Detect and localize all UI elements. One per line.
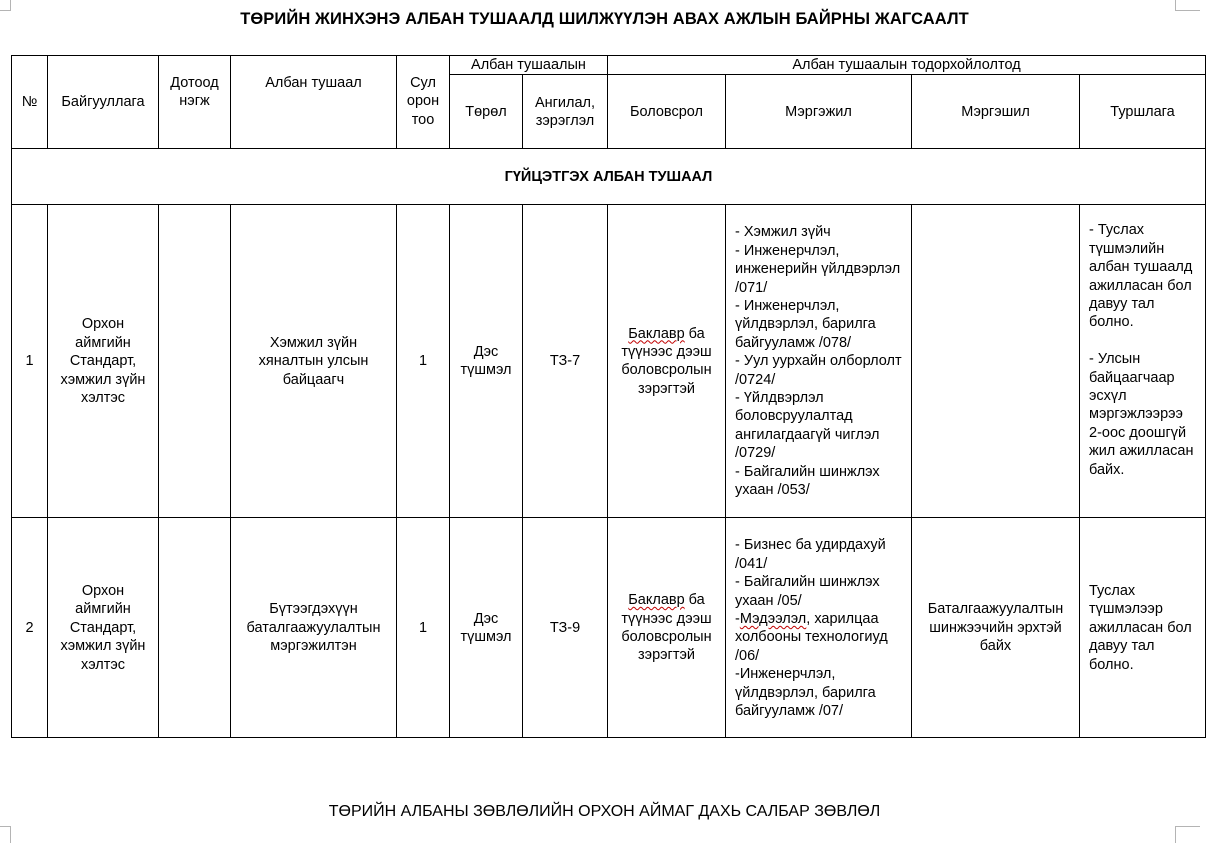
header-group-requirements: Албан тушаалын тодорхойлолтод	[608, 56, 1206, 75]
table-row	[12, 205, 1206, 518]
vacancy-table	[11, 55, 1206, 738]
header-group-position: Албан тушаалын	[450, 56, 608, 75]
row-position: Хэмжил зүйн хяналтын улсын байцаагч	[231, 205, 397, 518]
row-internal-unit	[159, 518, 231, 738]
row-education	[608, 518, 726, 738]
row-profession	[726, 518, 912, 738]
row-qualification	[912, 205, 1080, 518]
page-corner-mark-bottom-right	[1175, 826, 1200, 843]
document-title: ТӨРИЙН ЖИНХЭНЭ АЛБАН ТУШААЛД ШИЛЖҮҮЛЭН АВАХ АЖЛЫН БАЙРНЫ ЖАГСААЛТ	[240, 10, 969, 28]
profession-line: -Инженерчлэл, үйлдвэрлэл, барилга байгууламж /07/	[735, 666, 876, 720]
header-experience: Туршлага	[1080, 75, 1206, 149]
row-education	[608, 205, 726, 518]
row-type: Дэс түшмэл	[450, 205, 523, 518]
row-type: Дэс түшмэл	[450, 518, 523, 738]
row-profession: - Хэмжил зүйч - Инженерчлэл, инженерийн үйлдвэрлэл /071/ - Инженерчлэл, үйлдвэрлэл, барилга байгууламж /078/ - Уул уурхайн олборлолт /0724/ - Үйлдвэрлэл боловсруулалтад ангилагдаагүй чиглэл /0729/ - Байгалийн шинжлэх ухаан /053/	[726, 205, 912, 518]
header-profession: Мэргэжил	[726, 75, 912, 149]
profession-after: , харилцаа холбооны технологиуд /06/	[735, 611, 888, 664]
profession-line: -Мэдээлэл, харилцаа холбооны технологиуд /06/	[735, 611, 888, 664]
header-type: Төрөл	[450, 75, 523, 149]
education-degree-word: Баклавр	[628, 592, 685, 609]
header-organization: Байгууллага	[48, 56, 159, 149]
document-footer: ТӨРИЙН АЛБАНЫ ЗӨВЛӨЛИЙН ОРХОН АЙМАГ ДАХЬ САЛБАР ЗӨВЛӨЛ	[328, 803, 881, 820]
header-education: Боловсрол	[608, 75, 726, 149]
row-internal-unit	[159, 205, 231, 518]
row-rank: ТЗ-7	[523, 205, 608, 518]
row-rank: ТЗ-9	[523, 518, 608, 738]
page-corner-mark-bottom-left	[0, 826, 11, 843]
header-qualification: Мэргэшил	[912, 75, 1080, 149]
profession-line: - Бизнес ба удирдахуй /041/	[735, 537, 886, 572]
header-number: №	[12, 56, 48, 149]
profession-word: Мэдээлэл	[739, 611, 807, 628]
header-internal-unit: Дотоод нэгж	[159, 56, 231, 149]
section-title: ГҮЙЦЭТГЭХ АЛБАН ТУШААЛ	[12, 149, 1206, 205]
education-degree-word: Баклавр	[628, 325, 685, 342]
row-number: 2	[12, 518, 48, 738]
table-row	[12, 518, 1206, 738]
row-position: Бүтээгдэхүүн баталгаажуулалтын мэргэжилтэн	[231, 518, 397, 738]
education-rest: ба түүнээс дээш боловсролын зэрэгтэй	[621, 325, 712, 397]
header-position: Албан тушаал	[231, 56, 397, 149]
row-number: 1	[12, 205, 48, 518]
header-vacancy-count: Сул орон тоо	[397, 56, 450, 149]
row-experience: Туслах түшмэлээр ажилласан бол давуу тал болно.	[1080, 518, 1206, 738]
row-organization: Орхон аймгийн Стандарт, хэмжил зүйн хэлтэс	[48, 205, 159, 518]
header-rank: Ангилал, зэрэглэл	[523, 75, 608, 149]
profession-line: - Байгалийн шинжлэх ухаан /05/	[735, 574, 880, 609]
row-qualification: Баталгаажуулалтын шинжээчийн эрхтэй байх	[912, 518, 1080, 738]
row-vacancy-count: 1	[397, 205, 450, 518]
row-vacancy-count: 1	[397, 518, 450, 738]
row-experience: - Туслах түшмэлийн албан тушаалд ажилласан бол давуу тал болно. - Улсын байцаагчаар эсхүл мэргэжлээрээ 2-оос доошгүй жил ажилласан байх.	[1080, 205, 1206, 518]
education-rest: ба түүнээс дээш боловсролын зэрэгтэй	[621, 592, 712, 664]
row-organization: Орхон аймгийн Стандарт, хэмжил зүйн хэлтэс	[48, 518, 159, 738]
